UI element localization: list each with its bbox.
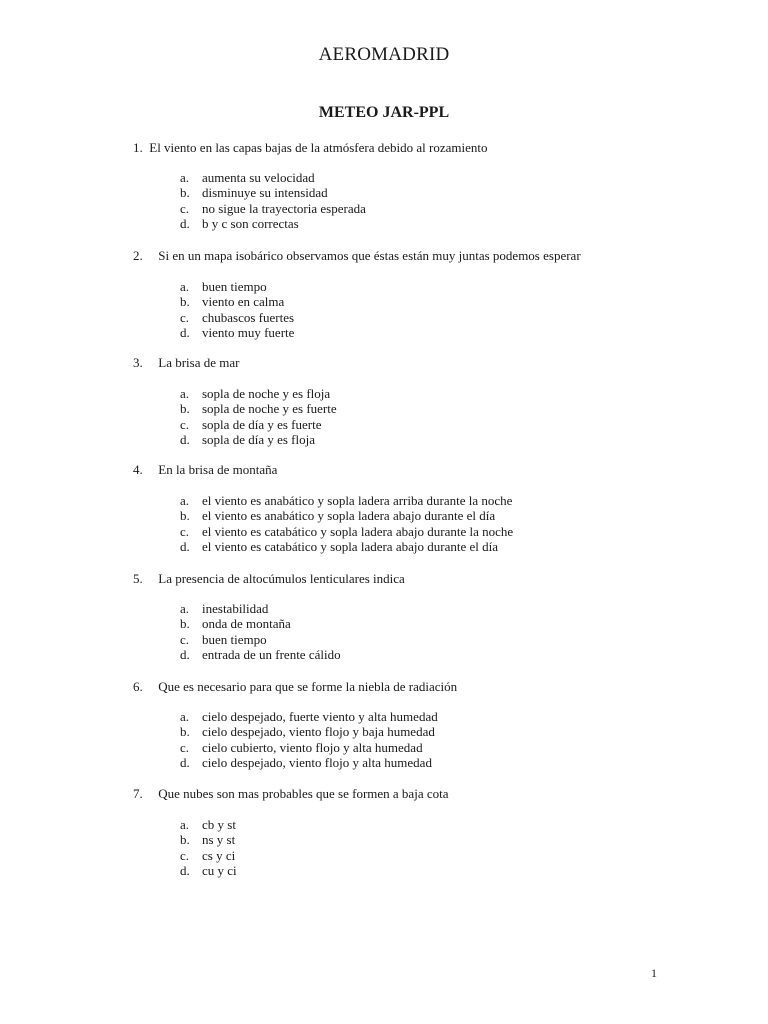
option-letter: a. xyxy=(180,601,190,616)
option-letter: a. xyxy=(180,709,190,724)
option-a xyxy=(180,817,237,832)
option-d xyxy=(180,325,294,340)
option-letter: a. xyxy=(180,817,190,832)
option-c xyxy=(180,740,438,755)
question-text: La brisa de mar xyxy=(158,355,240,370)
option-c xyxy=(180,417,337,432)
question-text: El viento en las capas bajas de la atmósfera debido al rozamiento xyxy=(149,140,488,155)
question-text: En la brisa de montaña xyxy=(158,462,278,477)
option-letter: b. xyxy=(180,616,190,632)
question-number: 4. xyxy=(133,462,143,477)
option-text: cielo despejado, viento flojo y baja humedad xyxy=(202,724,435,740)
option-c xyxy=(180,848,237,863)
option-letter: c. xyxy=(180,847,190,863)
question-3 xyxy=(133,355,239,371)
option-text: no sigue la trayectoria esperada xyxy=(202,200,366,216)
option-text: sopla de día y es floja xyxy=(202,432,315,448)
option-a xyxy=(180,170,366,185)
option-letter: c. xyxy=(180,416,190,432)
option-b xyxy=(180,294,294,309)
option-c xyxy=(180,632,341,647)
option-text: cielo despejado, fuerte viento y alta humedad xyxy=(202,709,438,724)
option-letter: d. xyxy=(180,432,190,448)
option-b xyxy=(180,832,237,847)
question-3-options xyxy=(180,386,337,448)
option-letter: c. xyxy=(180,523,190,539)
option-letter: a. xyxy=(180,279,190,294)
option-a xyxy=(180,601,341,616)
option-letter: c. xyxy=(180,631,190,647)
option-text: cielo despejado, viento flojo y alta humedad xyxy=(202,755,432,771)
option-letter: d. xyxy=(180,539,190,555)
option-letter: a. xyxy=(180,493,190,508)
question-number: 2. xyxy=(133,248,143,263)
question-text: Que es necesario para que se forme la niebla de radiación xyxy=(158,679,458,694)
option-d xyxy=(180,755,438,770)
question-number: 3. xyxy=(133,355,143,370)
option-text: sopla de noche y es fuerte xyxy=(202,401,337,417)
option-letter: d. xyxy=(180,216,190,232)
option-text: el viento es catabático y sopla ladera abajo durante la noche xyxy=(202,523,514,539)
question-number: 5. xyxy=(133,571,143,586)
option-letter: b. xyxy=(180,294,190,310)
question-2 xyxy=(133,248,581,264)
option-text: cb y st xyxy=(202,817,236,832)
option-b xyxy=(180,616,341,631)
option-text: inestabilidad xyxy=(202,601,269,616)
question-6 xyxy=(133,679,457,695)
option-a xyxy=(180,493,513,508)
option-letter: b. xyxy=(180,185,190,201)
question-7 xyxy=(133,786,449,802)
page-title: AEROMADRID xyxy=(318,44,450,65)
question-5-options xyxy=(180,601,341,663)
page-number: 1 xyxy=(651,966,657,980)
option-text: onda de montaña xyxy=(202,616,291,632)
option-b xyxy=(180,401,337,416)
option-text: buen tiempo xyxy=(202,631,267,647)
question-text: Que nubes son mas probables que se formen a baja cota xyxy=(158,786,449,801)
option-text: b y c son correctas xyxy=(202,216,299,232)
question-number: 6. xyxy=(133,679,143,694)
option-letter: c. xyxy=(180,200,190,216)
option-letter: b. xyxy=(180,401,190,417)
option-d xyxy=(180,647,341,662)
option-text: aumenta su velocidad xyxy=(202,170,315,185)
page-subtitle: METEO JAR-PPL xyxy=(318,104,450,121)
question-text: Si en un mapa isobárico observamos que éstas están muy juntas podemos esperar xyxy=(158,248,581,263)
option-d xyxy=(180,863,237,878)
option-text: el viento es anabático y sopla ladera arriba durante la noche xyxy=(202,493,513,508)
option-letter: c. xyxy=(180,309,190,325)
question-1-options xyxy=(180,170,366,232)
option-a xyxy=(180,709,438,724)
option-text: viento muy fuerte xyxy=(202,325,295,341)
option-c xyxy=(180,201,366,216)
question-2-options xyxy=(180,279,294,341)
option-letter: d. xyxy=(180,755,190,771)
option-a xyxy=(180,386,337,401)
question-number: 7. xyxy=(133,786,143,801)
option-letter: a. xyxy=(180,170,190,185)
option-letter: d. xyxy=(180,325,190,341)
option-c xyxy=(180,524,513,539)
option-text: cielo cubierto, viento flojo y alta humedad xyxy=(202,739,423,755)
question-4 xyxy=(133,462,277,478)
option-b xyxy=(180,724,438,739)
option-letter: a. xyxy=(180,386,190,401)
question-text: La presencia de altocúmulos lenticulares indica xyxy=(158,571,405,586)
option-text: sopla de día y es fuerte xyxy=(202,416,322,432)
option-b xyxy=(180,185,366,200)
option-text: el viento es catabático y sopla ladera abajo durante el día xyxy=(202,539,498,555)
option-b xyxy=(180,508,513,523)
option-text: el viento es anabático y sopla ladera abajo durante el día xyxy=(202,508,496,524)
question-4-options xyxy=(180,493,513,555)
question-7-options xyxy=(180,817,237,879)
option-letter: b. xyxy=(180,508,190,524)
option-d xyxy=(180,216,366,231)
option-letter: d. xyxy=(180,647,190,663)
question-number: 1. xyxy=(133,140,143,155)
option-text: entrada de un frente cálido xyxy=(202,647,341,663)
option-letter: c. xyxy=(180,739,190,755)
option-text: chubascos fuertes xyxy=(202,309,295,325)
question-1 xyxy=(133,140,487,156)
option-text: cs y ci xyxy=(202,847,236,863)
option-text: viento en calma xyxy=(202,294,285,310)
option-text: cu y ci xyxy=(202,863,237,879)
option-d xyxy=(180,539,513,554)
option-text: buen tiempo xyxy=(202,279,267,294)
option-letter: d. xyxy=(180,863,190,879)
option-text: disminuye su intensidad xyxy=(202,185,328,201)
option-text: ns y st xyxy=(202,832,236,848)
option-c xyxy=(180,310,294,325)
option-text: sopla de noche y es floja xyxy=(202,386,331,401)
option-letter: b. xyxy=(180,832,190,848)
option-d xyxy=(180,432,337,447)
option-letter: b. xyxy=(180,724,190,740)
option-a xyxy=(180,279,294,294)
question-5 xyxy=(133,571,405,587)
question-6-options xyxy=(180,709,438,771)
